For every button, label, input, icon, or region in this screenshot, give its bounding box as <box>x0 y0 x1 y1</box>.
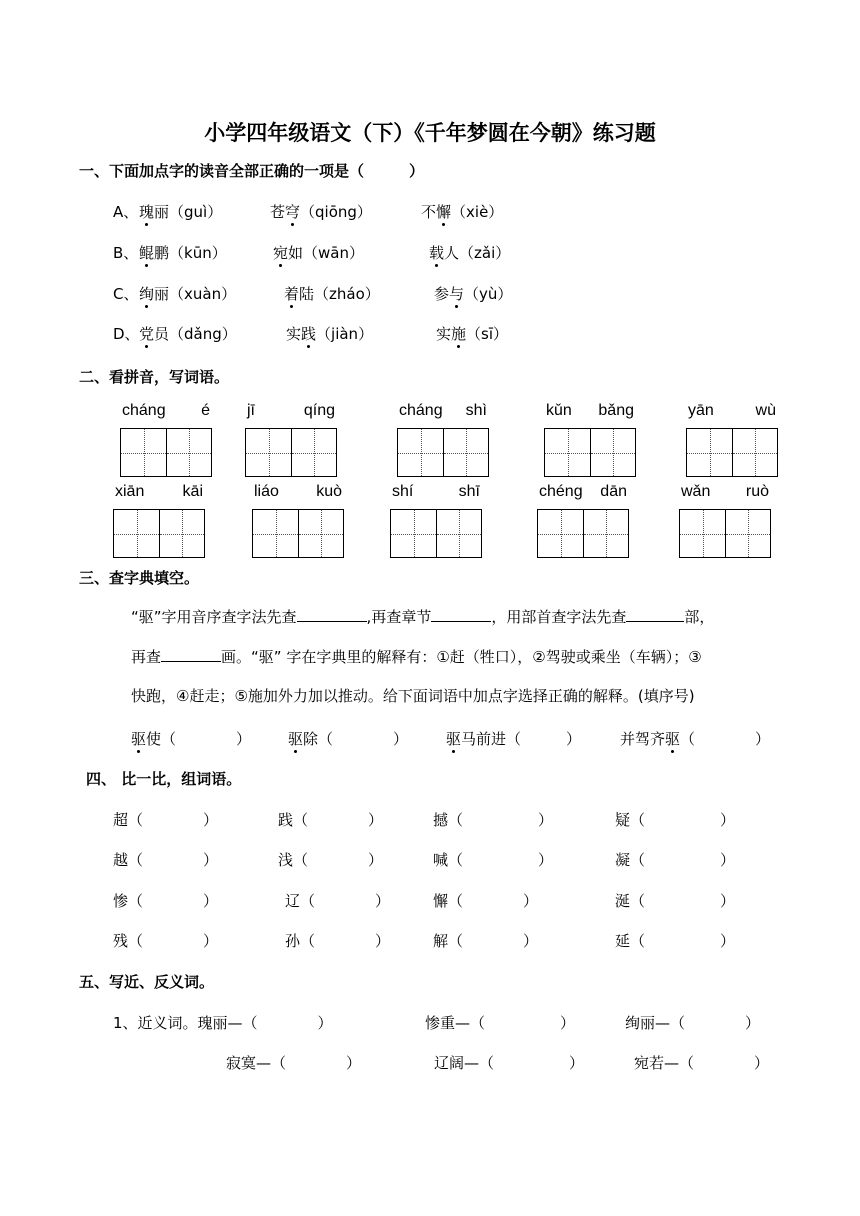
compare-word: 惨（ ） <box>113 892 219 910</box>
compare-word: 浅（ ） <box>278 851 384 869</box>
pinyin: dān <box>600 483 627 500</box>
grid-cell[interactable] <box>166 429 211 476</box>
dictionary-word <box>288 728 408 749</box>
compare-word: 辽（ ） <box>285 892 391 910</box>
word-with-pinyin: 绚丽（xuàn） <box>139 285 237 303</box>
grid-cell[interactable] <box>732 429 777 476</box>
option-label[interactable]: B、 <box>113 244 139 262</box>
dictionary-word <box>446 728 581 749</box>
compare-word: 孙（ ） <box>285 932 391 950</box>
section-1-heading: 一、下面加点字的读音全部正确的一项是（ ） <box>79 162 425 180</box>
writing-grid[interactable] <box>679 509 771 558</box>
compare-word: 涎（ ） <box>615 892 736 910</box>
word-with-pinyin: 不懈（xiè） <box>421 203 504 221</box>
section-3-heading: 三、查字典填空。 <box>79 569 200 587</box>
pinyin: shí <box>392 483 414 500</box>
word: 驱使（ ） <box>131 730 252 748</box>
grid-cell[interactable] <box>590 429 635 476</box>
dotted-char: 鲲 <box>139 244 155 262</box>
dictionary-line-2 <box>131 647 702 667</box>
text: 画。“驱” 字在字典里的解释有：①赶（牲口），②驾驶或乘坐（车辆）；③ <box>221 648 702 666</box>
dotted-char: 懈 <box>436 203 452 221</box>
dictionary-word <box>131 728 251 749</box>
option-word <box>273 242 364 263</box>
grid-cell[interactable] <box>159 510 204 557</box>
grid-cell[interactable] <box>298 510 343 557</box>
option-word <box>139 283 236 304</box>
grid-cell[interactable] <box>391 510 436 557</box>
dotted-char: 穹 <box>285 203 301 221</box>
option-word <box>139 323 237 344</box>
pinyin: cháng <box>122 402 166 419</box>
option-word <box>139 201 222 222</box>
pinyin: yān <box>688 402 714 419</box>
word-with-pinyin: 苍穹（qiōng） <box>270 203 372 221</box>
pinyin: kāi <box>182 483 203 500</box>
word: 并驾齐驱（ ） <box>620 730 771 748</box>
grid-cell[interactable] <box>545 429 590 476</box>
option-word <box>436 323 508 344</box>
synonym-item: 宛若—（ ） <box>634 1054 770 1072</box>
pinyin: é <box>201 402 210 419</box>
compare-word: 超（ ） <box>113 811 219 829</box>
pinyin: wǎn <box>681 483 711 500</box>
word-with-pinyin: 实践（jiàn） <box>286 325 374 343</box>
compare-word: 撼（ ） <box>433 811 554 829</box>
section-5-heading: 五、写近、反义词。 <box>79 973 215 991</box>
synonym-item: 绚丽—（ ） <box>625 1014 761 1032</box>
blank[interactable] <box>626 607 684 622</box>
blank[interactable] <box>431 607 491 622</box>
writing-grid[interactable] <box>120 428 212 477</box>
word: 驱除（ ） <box>288 730 409 748</box>
writing-grid[interactable] <box>390 509 482 558</box>
pinyin: ruò <box>745 483 769 500</box>
dotted-char: 绚 <box>139 285 155 303</box>
section-2-heading: 二、看拼音，写词语。 <box>79 368 230 386</box>
compare-word: 残（ ） <box>113 932 219 950</box>
text: ，用部首查字法先查 <box>491 608 627 626</box>
word-with-pinyin: 着陆（zháo） <box>284 285 380 303</box>
option-word <box>429 242 510 263</box>
dotted-char: 宛 <box>273 244 289 262</box>
dotted-char: 与 <box>449 285 465 303</box>
option-word <box>434 283 512 304</box>
pinyin: kǔn <box>546 402 572 419</box>
pinyin: shì <box>465 402 487 419</box>
pinyin: xiān <box>115 483 145 500</box>
pinyin: bǎng <box>598 402 634 419</box>
grid-cell[interactable] <box>253 510 298 557</box>
pinyin: jī <box>247 402 255 419</box>
word: 驱马前进（ ） <box>446 730 582 748</box>
text: ,再查章节 <box>366 608 432 626</box>
text: 再查 <box>131 648 162 666</box>
dotted-char: 瑰 <box>139 203 155 221</box>
word-with-pinyin: 实施（sī） <box>436 325 509 343</box>
dotted-char: 驱 <box>446 730 462 748</box>
synonym-item: 辽阔—（ ） <box>434 1054 585 1072</box>
dictionary-word <box>620 728 770 749</box>
grid-cell[interactable] <box>121 429 166 476</box>
grid-cell[interactable] <box>436 510 481 557</box>
compare-word: 喊（ ） <box>433 851 554 869</box>
pinyin: wù <box>755 402 776 419</box>
word-with-pinyin: 宛如（wān） <box>273 244 364 262</box>
grid-cell[interactable] <box>291 429 336 476</box>
dotted-char: 驱 <box>131 730 147 748</box>
compare-word: 延（ ） <box>615 932 736 950</box>
writing-grid[interactable] <box>544 428 636 477</box>
dotted-char: 践 <box>301 325 317 343</box>
dotted-char: 施 <box>451 325 467 343</box>
dotted-char: 党 <box>139 325 155 343</box>
blank[interactable] <box>161 647 221 662</box>
blank[interactable] <box>297 607 367 622</box>
dotted-char: 驱 <box>665 730 681 748</box>
writing-grid[interactable] <box>686 428 778 477</box>
compare-word: 疑（ ） <box>615 811 736 829</box>
writing-grid[interactable] <box>113 509 205 558</box>
word-with-pinyin: 瑰丽（guì） <box>139 203 223 221</box>
word-with-pinyin: 党员（dǎng） <box>139 325 237 343</box>
pinyin: liáo <box>254 483 279 500</box>
dotted-char: 着 <box>284 285 300 303</box>
option-label[interactable]: D、 <box>113 325 140 343</box>
section-4-heading: 四、 比一比，组词语。 <box>86 770 242 788</box>
grid-cell[interactable] <box>725 510 770 557</box>
grid-cell[interactable] <box>538 510 583 557</box>
grid-cell[interactable] <box>583 510 628 557</box>
pinyin: kuò <box>316 483 342 500</box>
option-label[interactable]: C、 <box>113 285 139 303</box>
compare-word: 懈（ ） <box>433 892 539 910</box>
compare-word: 解（ ） <box>433 932 539 950</box>
writing-grid[interactable] <box>245 428 337 477</box>
grid-cell[interactable] <box>443 429 488 476</box>
option-word <box>270 201 372 222</box>
pinyin: qíng <box>303 402 335 419</box>
writing-grid[interactable] <box>252 509 344 558</box>
pinyin: cháng <box>399 402 443 419</box>
word-with-pinyin: 载人（zǎi） <box>429 244 511 262</box>
compare-word: 凝（ ） <box>615 851 736 869</box>
page-title: 小学四年级语文（下）《千年梦圆在今朝》练习题 <box>204 121 656 145</box>
option-word <box>284 283 380 304</box>
grid-cell[interactable] <box>114 510 159 557</box>
pinyin: chéng <box>539 483 583 500</box>
compare-word: 践（ ） <box>278 811 384 829</box>
option-word <box>421 201 503 222</box>
word-with-pinyin: 参与（yù） <box>434 285 513 303</box>
synonym-item: 惨重—（ ） <box>425 1014 576 1032</box>
option-label[interactable]: A、 <box>113 203 139 221</box>
grid-cell[interactable] <box>398 429 443 476</box>
word-with-pinyin: 鲲鹏（kūn） <box>139 244 227 262</box>
grid-cell[interactable] <box>687 429 732 476</box>
text: “驱”字用音序查字法先查 <box>131 608 297 626</box>
dictionary-line-3: 快跑，④赶走；⑤施加外力加以推动。给下面词语中加点字选择正确的解释。(填序号) <box>131 687 695 705</box>
writing-grid[interactable] <box>397 428 489 477</box>
option-word <box>139 242 227 263</box>
text: 部， <box>684 608 715 626</box>
grid-cell[interactable] <box>680 510 725 557</box>
writing-grid[interactable] <box>537 509 629 558</box>
synonym-item: 1、近义词。瑰丽—（ ） <box>113 1014 333 1032</box>
synonym-item: 寂寞—（ ） <box>226 1054 362 1072</box>
dictionary-line-1 <box>131 607 714 627</box>
pinyin: shī <box>458 483 480 500</box>
dotted-char: 载 <box>429 244 445 262</box>
dotted-char: 驱 <box>288 730 304 748</box>
grid-cell[interactable] <box>246 429 291 476</box>
option-word <box>286 323 373 344</box>
compare-word: 越（ ） <box>113 851 219 869</box>
